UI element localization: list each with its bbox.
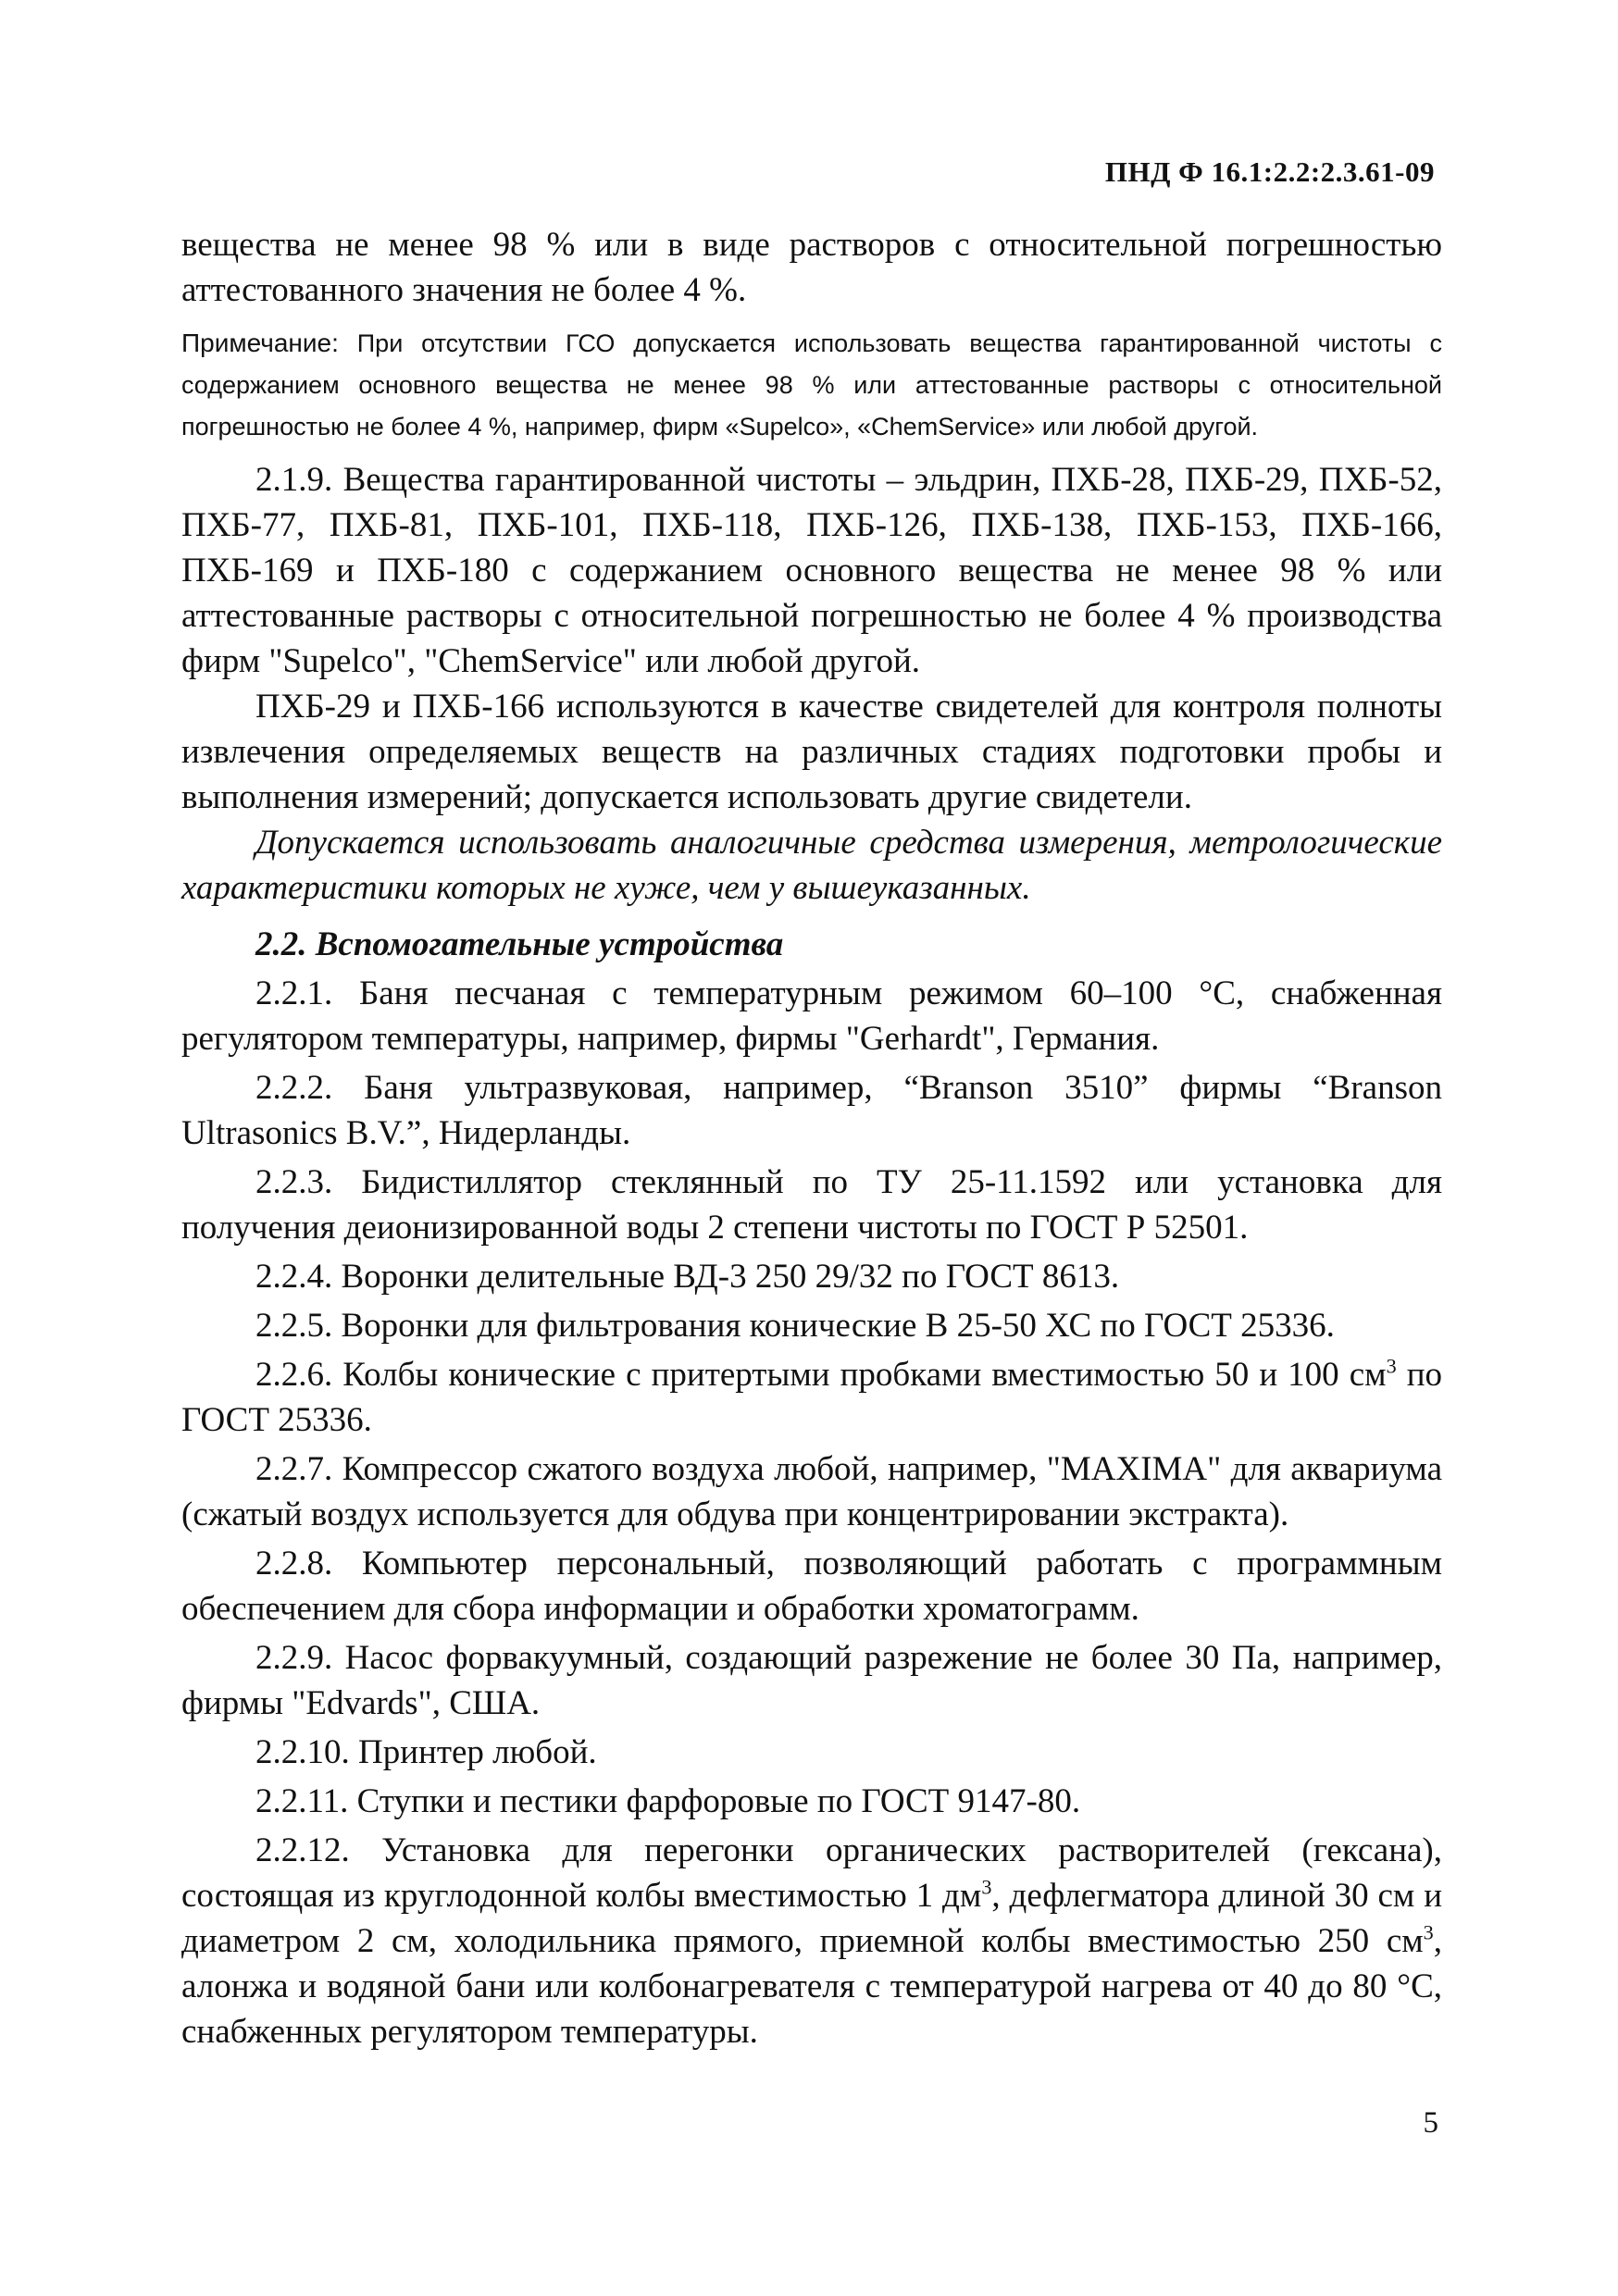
item-2-2-3: 2.2.3. Бидистиллятор стеклянный по ТУ 25-11.1592 или установка для получения деионизированной воды 2 степени чистоты по ГОСТ Р 52501. [181,1163,1442,1247]
item-2-2-6-tail: по ГОСТ 25336. [181,1356,1442,1439]
item-2-2-6-text: 2.2.6. Колбы конические с притертыми пробками вместимостью 50 и 100 см [255,1356,1387,1394]
paragraph-continuation: вещества не менее 98 % или в виде растворов с относительной погрешностью аттестованного значения не более 4 %. [181,226,1442,309]
paragraph-witness: ПХБ-29 и ПХБ-166 используются в качестве свидетелей для контроля полноты извлечения определяемых веществ на различных стадиях подготовки пробы и выполнения измерений; допускается использовать другие свидетели. [181,688,1442,816]
superscript: 3 [1386,1354,1397,1378]
page-content [181,222,1442,2054]
note-label: Примечание: [181,329,339,357]
item-2-2-4: 2.2.4. Воронки делительные ВД-3 250 29/32 по ГОСТ 8613. [255,1258,1120,1296]
section-title: 2.2. Вспомогательные устройства [255,925,784,963]
item-2-2-1: 2.2.1. Баня песчаная с температурным режимом 60–100 °С, снабженная регулятором температуры, например, фирмы "Gerhardt", Германия. [181,974,1442,1058]
page-number: 5 [1423,2106,1438,2140]
note [181,322,1442,448]
item-2-2-9: 2.2.9. Насос форвакуумный, создающий разрежение не более 30 Па, например, фирмы "Edvards", США. [181,1639,1442,1722]
note-text: При отсутствии ГСО допускается использовать вещества гарантированной чистоты с содержанием основного вещества не менее 98 % или аттестованные растворы с относительной погрешностью не более 4 %, например, фирм «Supelco», «ChemService» или любой другой. [181,329,1442,441]
item-2-2-7: 2.2.7. Компрессор сжатого воздуха любой, например, "MAXIMA" для аквариума (сжатый воздух используется для обдува при концентрировании экстракта). [181,1450,1442,1533]
document-code-header: ПНД Ф 16.1:2.2:2.3.61-09 [1104,155,1435,188]
item-2-2-5: 2.2.5. Воронки для фильтрования конические В 25-50 ХС по ГОСТ 25336. [255,1307,1335,1345]
superscript: 3 [1423,1920,1434,1944]
item-2-2-11: 2.2.11. Ступки и пестики фарфоровые по ГОСТ 9147-80. [255,1782,1081,1820]
item-2-2-10: 2.2.10. Принтер любой. [255,1733,597,1771]
paragraph-analog-instruments: Допускается использовать аналогичные средства измерения, метрологические характеристики которых не хуже, чем у вышеуказанных. [181,824,1442,907]
item-2-2-6 [181,1352,1442,1443]
item-2-2-12-text-b: , дефлегматора длиной 30 см и диаметром 2 см, холодильника прямого, приемной колбы вместимостью 250 см [181,1877,1443,1960]
item-2-2-12 [181,1828,1442,2054]
item-2-2-12-text-a: 2.2.12. Установка для перегонки органических растворителей (гексана), состоящая из круглодонной колбы вместимостью 1 дм [181,1831,1442,1915]
paragraph-2-1-9: 2.1.9. Вещества гарантированной чистоты – эльдрин, ПХБ-28, ПХБ-29, ПХБ-52, ПХБ-77, ПХБ-81, ПХБ-101, ПХБ-118, ПХБ-126, ПХБ-138, ПХБ-153, ПХБ-166, ПХБ-169 и ПХБ-180 с содержанием основного вещества не менее 98 % или аттестованные растворы с относительной погрешностью не более 4 % производства фирм "Supelco", "ChemService" или любой другой. [181,461,1442,680]
item-2-2-12-text-c: , алонжа и водяной бани или колбонагревателя с температурой нагрева от 40 до 80 °С, снабженных регулятором температуры. [181,1922,1442,2051]
item-2-2-2: 2.2.2. Баня ультразвуковая, например, “Branson 3510” фирмы “Branson Ultrasonics B.V.”, Нидерланды. [181,1069,1442,1152]
superscript: 3 [981,1875,992,1899]
item-2-2-8: 2.2.8. Компьютер персональный, позволяющий работать с программным обеспечением для сбора информации и обработки хроматограмм. [181,1545,1442,1628]
